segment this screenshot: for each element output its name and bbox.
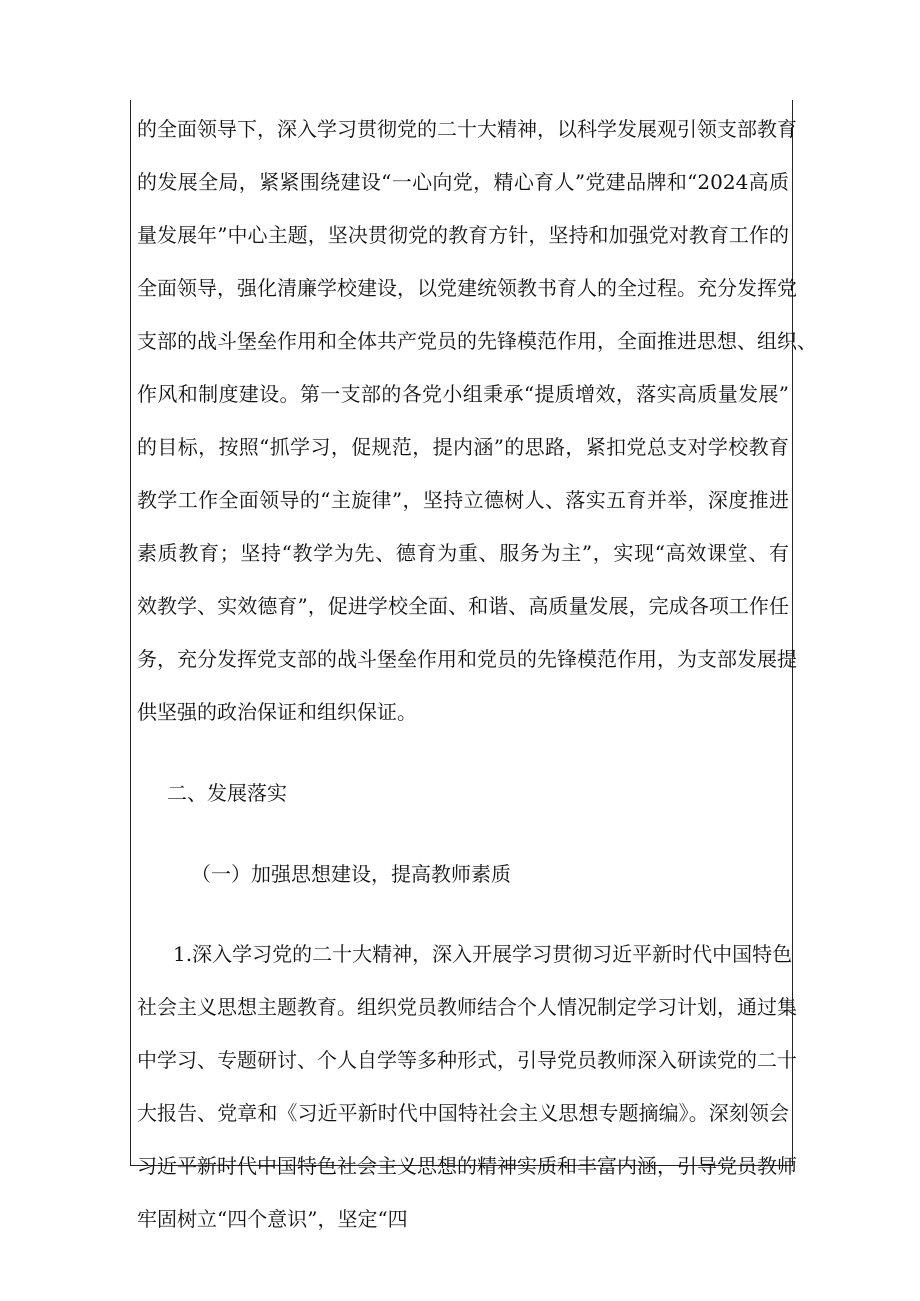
paragraph-line: 社会主义思想主题教育。组织党员教师结合个人情况制定学习计划，通过集 [137, 995, 797, 1019]
paragraph-line: 作风和制度建设。第一支部的各党小组秉承“提质增效，落实高质量发展” [137, 382, 789, 406]
paragraph-line: 中学习、专题研讨、个人自学等多种形式，引导党员教师深入研读党的二十 [137, 1048, 797, 1072]
paragraph-line: 牢固树立“四个意识”，坚定“四 [137, 1207, 408, 1231]
paragraph-line: 的目标，按照“抓学习，促规范，提内涵”的思路，紧扣党总支对学校教育 [137, 435, 789, 459]
section-heading: 二、发展落实 [167, 781, 287, 805]
paragraph-line: 供坚强的政治保证和组织保证。 [137, 700, 417, 724]
paragraph-line: 效教学、实效德育”，促进学校全面、和谐、高质量发展，完成各项工作任 [137, 594, 789, 618]
paragraph-line: 的全面领导下，深入学习贯彻党的二十大精神，以科学发展观引领支部教育 [137, 117, 797, 141]
paragraph-line: 1.深入学习党的二十大精神，深入开展学习贯彻习近平新时代中国特色 [173, 942, 793, 966]
paragraph-line: 务，充分发挥党支部的战斗堡垒作用和党员的先锋模范作用，为支部发展提 [137, 647, 797, 671]
paragraph-line: 教学工作全面领导的“主旋律”，坚持立德树人、落实五育并举，深度推进 [137, 488, 789, 512]
paragraph-line: 支部的战斗堡垒作用和全体共产党员的先锋模范作用，全面推进思想、组织、 [137, 329, 817, 353]
paragraph-line: 习近平新时代中国特色社会主义思想的精神实质和丰富内涵，引导党员教师 [137, 1154, 797, 1178]
paragraph-line: 素质教育；坚持“教学为先、德育为重、服务为主”，实现“高效课堂、有 [137, 541, 789, 565]
paragraph-line: 的发展全局，紧紧围绕建设“一心向党，精心育人”党建品牌和“2024高质 [137, 170, 789, 194]
paragraph-line: 全面领导，强化清廉学校建设，以党建统领教书育人的全过程。充分发挥党 [137, 276, 797, 300]
subsection-heading: （一）加强思想建设，提高教师素质 [191, 862, 511, 886]
paragraph-line: 大报告、党章和《习近平新时代中国特社会主义思想专题摘编》。深刻领会 [137, 1101, 789, 1125]
paragraph-line: 量发展年”中心主题，坚决贯彻党的教育方针，坚持和加强党对教育工作的 [137, 223, 789, 247]
